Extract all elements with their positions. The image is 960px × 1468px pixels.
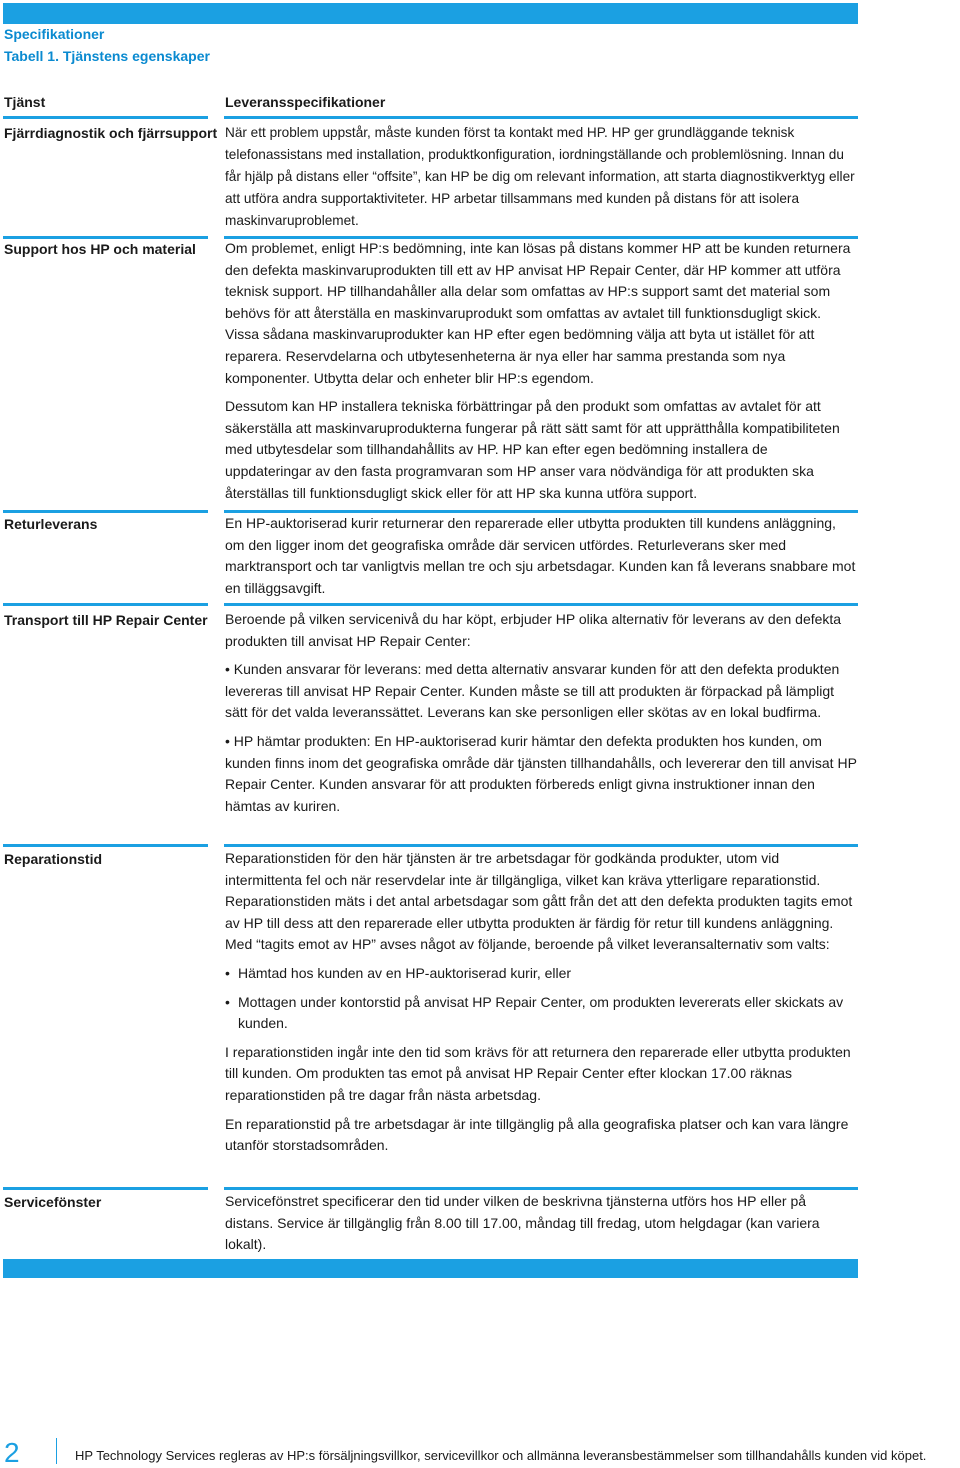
page-number: 2 — [4, 1437, 20, 1468]
table-title: Tabell 1. Tjänstens egenskaper — [4, 48, 210, 64]
paragraph: Reparationstiden för den här tjänsten är tre arbetsdagar för godkända produkter, utom vid intermittenta fel och när reservdelar inte är tillgängliga, vilket kan kräva ytterligare reparationstid. Reparationstiden mäts i det antal arbetsdagar som gått från det att den defekta produkten tagits emot av HP till dess att den reparerade eller utbytta produkten är färdig för retur till kundens anläggning. Med “tagits emot av HP” avses något av följande, beroende på vilket leveransalternativ som valts: — [225, 850, 853, 953]
row-content-remote-support — [225, 122, 857, 239]
column-header-delivery: Leveransspecifikationer — [225, 94, 386, 110]
row-label-repair-time: Reparationstid — [4, 851, 103, 867]
row-divider — [3, 603, 208, 606]
row-label-support-material: Support hos HP och material — [4, 241, 196, 257]
row-divider — [224, 1187, 858, 1190]
specifications-heading: Specifikationer — [4, 26, 105, 42]
bullet-text: Mottagen under kontorstid på anvisat HP Repair Center, om produkten levererats eller skickats av kunden. — [238, 993, 844, 1032]
row-label-return-delivery: Returleverans — [4, 516, 98, 532]
column-header-service: Tjänst — [4, 94, 46, 110]
bullet-item — [225, 963, 857, 985]
paragraph: I reparationstiden ingår inte den tid som krävs för att returnera den reparerade eller utbytta produkten till kunden. Om produkten tas emot på anvisat HP Repair Center efter klockan 17.00 räknas reparationstiden på tre dagar från nästa arbetsdag. — [225, 1043, 851, 1103]
footer-divider — [56, 1438, 57, 1464]
row-divider — [224, 844, 858, 847]
paragraph: Dessutom kan HP installera tekniska förbättringar på den produkt som omfattas av avtalet för att säkerställa att maskinvaruprodukterna fungerar på rätt sätt samt för att upprätthålla kompatibiliteten med utbytesdelar som tillhandahållits av HP. HP kan efter egen bedömning installera de uppdateringar av den fasta programvaran som HP anser vara nödvändiga för att produkten ska återställas till funktionsdugligt skick eller för att HP ska kunna utföra support. — [225, 398, 840, 501]
row-content-transport — [225, 609, 857, 824]
row-content-repair-time — [225, 848, 857, 1164]
row-divider — [3, 1187, 208, 1190]
paragraph: Servicefönstret specificerar den tid under vilken de beskrivna tjänsterna utförs hos HP eller på distans. Service är tillgänglig från 8.00 till 17.00, måndag till fredag, utom helgdagar (kan variera lokalt). — [225, 1193, 820, 1253]
bullet-text: Hämtad hos kunden av en HP-auktoriserad kurir, eller — [238, 964, 572, 981]
bullet-dot: • — [225, 993, 230, 1010]
row-divider — [3, 116, 208, 119]
bullet-item — [225, 992, 857, 1035]
row-label-transport: Transport till HP Repair Center — [4, 612, 208, 628]
bullet-item: • Kunden ansvarar för leverans: med detta alternativ ansvarar kunden för att den defekta produkten levereras till anvisat HP Repair Center. Kunden måste se till att produkten är förpackad på lämpligt sätt för det valda leveranssättet. Leverans kan ske personligen eller skötas av en lokal budfirma. — [225, 661, 840, 721]
paragraph: En HP-auktoriserad kurir returnerar den reparerade eller utbytta produkten till kundens anläggning, om den ligger inom det geografiska område där servicen utfördes. Returleverans sker med marktransport och tar vanligtvis mellan tre och sju arbetsdagar. Kunden kan få leverans snabbare mot en tilläggsavgift. — [225, 515, 856, 596]
row-divider — [3, 844, 208, 847]
row-label-service-window: Servicefönster — [4, 1194, 102, 1210]
bottom-accent-bar — [3, 1259, 858, 1278]
row-content-service-window — [225, 1191, 857, 1263]
footer-text: HP Technology Services regleras av HP:s försäljningsvillkor, servicevillkor och allmänna leveransbestämmelser som tillhandahålls kunden vid köpet. — [75, 1448, 927, 1463]
paragraph: En reparationstid på tre arbetsdagar är inte tillgänglig på alla geografiska platser och kan vara längre utanför storstadsområden. — [225, 1115, 849, 1154]
bullet-dot: • — [225, 964, 230, 981]
bullet-item: • HP hämtar produkten: En HP-auktoriserad kurir hämtar den defekta produkten hos kunden, om kunden finns inom det geografiska område där tjänsten tillhandahålls, och levererar den till anvisat HP Repair Center. Kunden ansvarar för att produkten förbereds enligt givna instruktioner innan den hämtas av kuriren. — [225, 732, 857, 814]
top-accent-bar — [3, 3, 858, 24]
row-content-support-material — [225, 238, 857, 511]
paragraph: Beroende på vilken servicenivå du har köpt, erbjuder HP olika alternativ för leverans av den defekta produkten till anvisat HP Repair Center: — [225, 611, 842, 649]
row-content-return-delivery — [225, 513, 857, 606]
paragraph: Om problemet, enligt HP:s bedömning, inte kan lösas på distans kommer HP att be kunden returnera den defekta maskinvaruprodukten till ett av HP anvisat HP Repair Center, där HP kommer att utföra teknisk support. HP tillhandahåller alla delar som omfattas av HP:s support samt det material som behövs för att återställa en maskinvaruprodukt som omfattas av avtalet till funktionsdugligt skick. Vissa sådana maskinvaruprodukter kan HP efter egen bedömning välja att byta ut istället för att reparera. Reservdelarna och utbytesenheterna är nya eller har samma prestanda som nya komponenter. Utbytta delar och enheter blir HP:s egendom. — [225, 240, 851, 386]
paragraph: När ett problem uppstår, måste kunden först ta kontakt med HP. HP ger grundläggande teknisk telefonassistans med installation, produktkonfiguration, iordningställande och problemlösning. Innan du får hjälp på distans eller “offsite”, kan HP be dig om relevant information, att starta diagnostikverktyg eller att utföra andra supportaktiviteter. HP arbetar tillsammans med kunden på distans för att isolera maskinvaruproblemet. — [225, 125, 855, 228]
row-label-remote-support: Fjärrdiagnostik och fjärrsupport — [4, 125, 218, 141]
row-divider — [224, 116, 858, 119]
